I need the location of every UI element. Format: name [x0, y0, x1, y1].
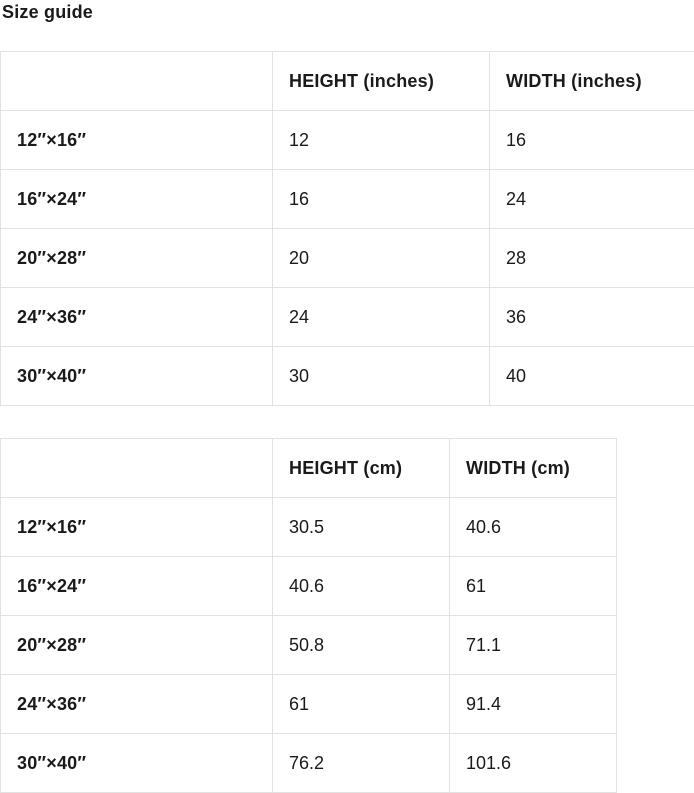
width-cell: 61: [450, 557, 617, 616]
corner-cell: [1, 439, 273, 498]
table-row: [1, 111, 694, 170]
table-row: [1, 498, 617, 557]
column-header-width-cm: WIDTH (cm): [450, 439, 617, 498]
width-cell: 24: [490, 170, 694, 229]
table-row: [1, 347, 694, 406]
height-cell: 76.2: [273, 734, 450, 793]
height-cell: 40.6: [273, 557, 450, 616]
row-header: 12″×16″: [1, 111, 273, 170]
size-table-cm: [0, 438, 617, 793]
height-cell: 20: [273, 229, 490, 288]
width-cell: 40.6: [450, 498, 617, 557]
table-header-row: [1, 439, 617, 498]
table-row: [1, 229, 694, 288]
row-header: 12″×16″: [1, 498, 273, 557]
column-header-width-inches: WIDTH (inches): [490, 52, 694, 111]
size-table-inches: [0, 51, 694, 406]
table-header-row: [1, 52, 694, 111]
height-cell: 16: [273, 170, 490, 229]
row-header: 24″×36″: [1, 288, 273, 347]
width-cell: 40: [490, 347, 694, 406]
width-cell: 36: [490, 288, 694, 347]
width-cell: 101.6: [450, 734, 617, 793]
height-cell: 24: [273, 288, 490, 347]
table-row: [1, 675, 617, 734]
row-header: 24″×36″: [1, 675, 273, 734]
column-header-height-cm: HEIGHT (cm): [273, 439, 450, 498]
height-cell: 50.8: [273, 616, 450, 675]
height-cell: 12: [273, 111, 490, 170]
row-header: 30″×40″: [1, 734, 273, 793]
table-row: [1, 170, 694, 229]
width-cell: 91.4: [450, 675, 617, 734]
table-row: [1, 616, 617, 675]
page-title: Size guide: [0, 0, 694, 23]
width-cell: 28: [490, 229, 694, 288]
height-cell: 30: [273, 347, 490, 406]
table-row: [1, 557, 617, 616]
width-cell: 16: [490, 111, 694, 170]
row-header: 20″×28″: [1, 229, 273, 288]
height-cell: 61: [273, 675, 450, 734]
row-header: 20″×28″: [1, 616, 273, 675]
row-header: 30″×40″: [1, 347, 273, 406]
height-cell: 30.5: [273, 498, 450, 557]
table-row: [1, 288, 694, 347]
column-header-height-inches: HEIGHT (inches): [273, 52, 490, 111]
width-cell: 71.1: [450, 616, 617, 675]
row-header: 16″×24″: [1, 170, 273, 229]
corner-cell: [1, 52, 273, 111]
row-header: 16″×24″: [1, 557, 273, 616]
table-row: [1, 734, 617, 793]
